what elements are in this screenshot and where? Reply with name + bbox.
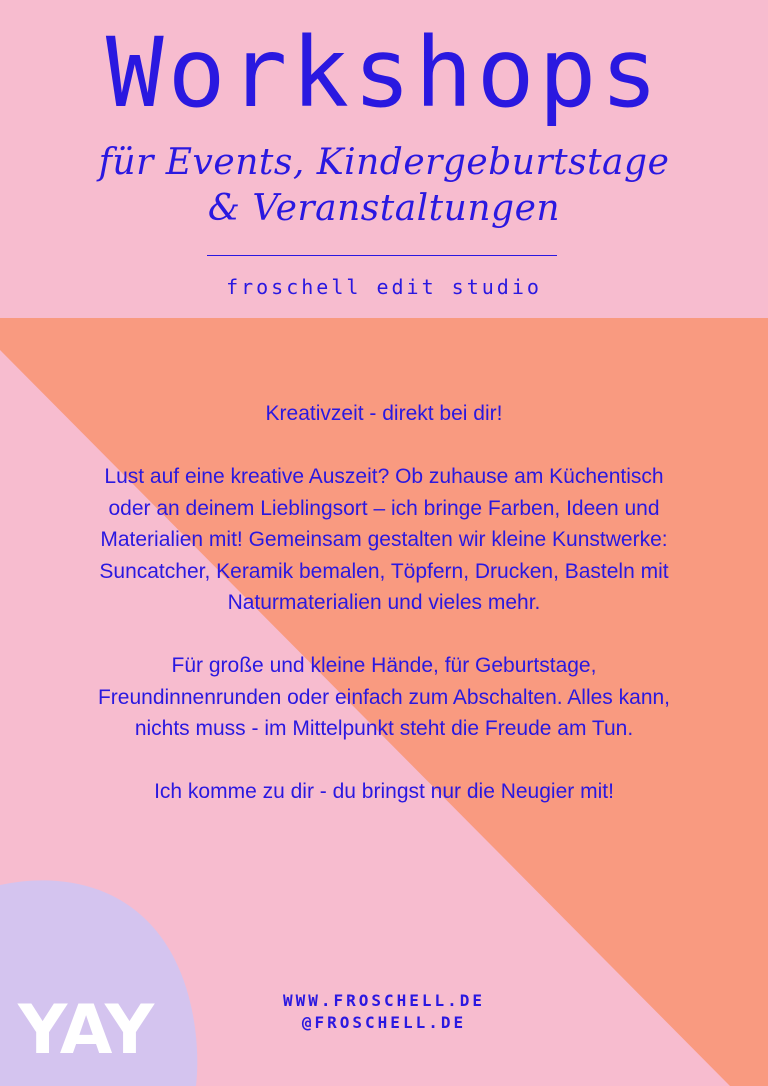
website-link[interactable]: WWW.FROSCHELL.DE <box>282 991 486 1010</box>
divider <box>207 255 557 256</box>
yay-text: YAY <box>18 991 154 1070</box>
body-heading: Kreativzeit - direkt bei dir! <box>265 402 503 425</box>
social-handle[interactable]: @FROSCHELL.DE <box>301 1013 467 1032</box>
body-closing: Ich komme zu dir - du bringst nur die Neugier mit! <box>154 780 614 803</box>
body-paragraph-2: Für große und kleine Hände, für Geburtstage, Freundinnenrunden oder einfach zum Abschalten. Alles kann, nichts muss - im Mittelpunkt steht die Freude am Tun. <box>97 654 671 740</box>
body-paragraph-1: Lust auf eine kreative Auszeit? Ob zuhause am Küchentisch oder an deinem Lieblingsort – ich bringe Farben, Ideen und Materialien mit! Gemeinsam gestalten wir kleine Kunstwerke: Suncatcher, Keramik bemalen, Töpfern, Drucken, Basteln mit Naturmaterialien und vieles mehr. <box>99 465 669 614</box>
body-text <box>84 398 684 839</box>
studio-name: froschell edit studio <box>226 275 542 299</box>
page-title: Workshops <box>105 17 663 129</box>
page-subtitle: für Events, Kindergeburtstage & Veranstaltungen <box>98 142 670 229</box>
